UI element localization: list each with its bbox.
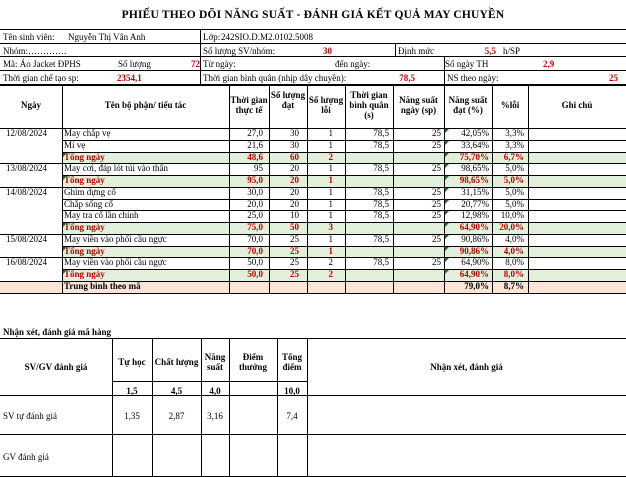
- row-avg-time: 78,5: [373, 163, 389, 174]
- total-label: Tổng ngày: [64, 222, 105, 232]
- row-qty-err: 1: [328, 163, 333, 174]
- cell-comment-marker-icon: [445, 200, 449, 204]
- col-daily-ns-header: Năng suất ngày (sp): [399, 95, 438, 115]
- cell-comment-marker-icon: [445, 247, 449, 251]
- student-value: Nguyễn Thị Vân Anh: [68, 32, 146, 42]
- row-ns-pct: 31,15%: [461, 186, 489, 197]
- total-qty-err: 2: [328, 151, 333, 162]
- code-label: Mã: Áo Jacket ĐPHS: [3, 59, 81, 69]
- total-qty-err: 1: [328, 175, 333, 185]
- row-actual-time: 30,0: [247, 186, 263, 197]
- total-label: Tổng ngày: [64, 175, 105, 185]
- sv-ns-score: 3,16: [207, 411, 223, 421]
- row-date: 12/08/2024: [6, 128, 48, 138]
- cell-comment-marker-icon: [445, 153, 449, 157]
- total-qty-err: 3: [328, 222, 333, 232]
- cell-comment-marker-icon: [445, 258, 449, 262]
- row-part: May tra cổ lần chính: [64, 210, 139, 221]
- average-ns-pct: 79,0%: [464, 280, 489, 291]
- max-ns: 4,0: [209, 386, 221, 396]
- max-total: 10,0: [284, 386, 300, 396]
- row-part: May viền vào phối cầu ngực: [64, 233, 167, 244]
- row-part: Ghim dựng cổ: [64, 186, 116, 197]
- row-qty-err: 1: [328, 139, 333, 150]
- total-actual-time: 48,6: [247, 151, 263, 162]
- average-label: Trung bình theo mã: [64, 280, 141, 291]
- row-err-pct: 5,0%: [505, 163, 524, 174]
- col-note-header: Ghi chú: [561, 100, 593, 110]
- max-quality: 4,5: [170, 386, 183, 396]
- row-daily-ns: 25: [432, 198, 441, 209]
- row-ns-pct: 12,98%: [461, 210, 489, 221]
- total-ns-pct: 98,65%: [459, 175, 489, 185]
- row-qty-ok: 25: [290, 257, 299, 268]
- row-daily-ns: 25: [432, 257, 441, 268]
- days-value: 2,9: [543, 59, 555, 69]
- row-qty-err: 1: [328, 198, 333, 209]
- col-date-header: Ngày: [21, 100, 41, 110]
- total-actual-time: 50,0: [247, 269, 263, 279]
- sv-quality-score: 2,87: [168, 411, 185, 421]
- total-err-pct: 5,0%: [503, 175, 524, 185]
- row-ns-pct: 42,05%: [461, 128, 489, 138]
- total-err-pct: 8,0%: [503, 269, 524, 279]
- row-qty-ok: 25: [290, 233, 299, 244]
- row-qty-err: 1: [328, 233, 333, 244]
- total-label: Tổng ngày: [64, 245, 105, 256]
- class-label: Lớp:: [203, 32, 221, 42]
- row-qty-err: 1: [328, 186, 333, 197]
- cell-comment-marker-icon: [63, 247, 67, 251]
- review-self-header: Tự học: [118, 357, 146, 367]
- total-label: Tổng ngày: [64, 151, 105, 162]
- row-qty-ok: 30: [290, 128, 299, 138]
- review-quality-header: Chất lượng: [154, 357, 199, 367]
- norm-label: Định mức: [398, 46, 435, 56]
- col-part-header: Tên bộ phận/ tiểu tác: [104, 100, 187, 110]
- cell-comment-marker-icon: [445, 211, 449, 215]
- row-avg-time: 78,5: [373, 186, 389, 197]
- norm-value: 5,5: [484, 46, 496, 56]
- cell-comment-marker-icon: [63, 153, 67, 157]
- max-self: 1,5: [126, 386, 138, 396]
- row-daily-ns: 25: [432, 210, 441, 221]
- cell-comment-marker-icon: [445, 164, 449, 168]
- from-label: Từ ngày:: [203, 59, 236, 69]
- col-err-pct-header: %lỗi: [500, 100, 520, 110]
- row-daily-ns: 25: [432, 139, 441, 150]
- row-daily-ns: 25: [432, 186, 441, 197]
- total-ns-pct: 64,90%: [459, 269, 489, 279]
- row-err-pct: 5,0%: [505, 186, 524, 197]
- row-daily-ns: 25: [432, 128, 441, 138]
- row-date: 13/08/2024: [6, 163, 48, 174]
- review-total-header: Tổng điểm: [281, 352, 302, 372]
- time-value: 2354,1: [117, 73, 142, 83]
- row-part: Chắp sống cổ: [64, 198, 113, 209]
- total-ns-pct: 75,70%: [459, 151, 489, 162]
- review-section-title: Nhận xét, đánh giá mã hàng: [3, 327, 112, 337]
- total-err-pct: 6,7%: [503, 151, 524, 162]
- row-qty-ok: 20: [290, 198, 299, 209]
- row-avg-time: 78,5: [373, 128, 389, 138]
- total-qty-ok: 25: [290, 245, 299, 256]
- row-ns-pct: 33,64%: [461, 139, 489, 150]
- row-date: 16/08/2024: [6, 257, 48, 268]
- cell-comment-marker-icon: [445, 235, 449, 239]
- total-ns-pct: 64,90%: [459, 222, 489, 232]
- row-qty-ok: 30: [290, 139, 299, 150]
- row-ns-pct: 20,77%: [461, 198, 489, 209]
- row-part: May chắp vẹ: [64, 128, 111, 138]
- row-avg-time: 78,5: [373, 257, 389, 268]
- average-err-pct: 8,7%: [503, 280, 524, 291]
- avg-time-label: Thời gian bình quân (nhịp dây chuyền):: [203, 73, 347, 83]
- cell-comment-marker-icon: [63, 270, 67, 274]
- total-err-pct: 4,0%: [503, 245, 524, 256]
- sv-self-score: 1,35: [124, 411, 140, 421]
- row-qty-err: 2: [328, 257, 333, 268]
- total-qty-err: 2: [328, 269, 333, 279]
- row-qty-ok: 20: [290, 163, 299, 174]
- qty-label: Số lượng: [118, 59, 151, 69]
- row-part: May cơi, đáp lót túi vào thân: [64, 163, 168, 174]
- total-actual-time: 70,0: [247, 245, 263, 256]
- row-avg-time: 78,5: [373, 198, 389, 209]
- row-err-pct: 3,3%: [505, 128, 524, 138]
- row-actual-time: 95: [254, 163, 263, 174]
- row-part: Mí vẹ: [64, 139, 86, 150]
- col-qty-err-header: Số lượng lỗi: [308, 95, 344, 115]
- row-actual-time: 27,0: [247, 128, 263, 138]
- cell-comment-marker-icon: [445, 270, 449, 274]
- row-date: 14/08/2024: [6, 186, 48, 197]
- row-err-pct: 8,0%: [505, 257, 524, 268]
- cell-comment-marker-icon: [63, 176, 67, 180]
- review-bonus-header: Điểm thưởng: [239, 352, 267, 372]
- total-ns-pct: 90,86%: [459, 245, 489, 256]
- review-role-header: SV/GV đánh giá: [24, 362, 88, 372]
- row-qty-ok: 20: [290, 186, 299, 197]
- student-label: Tên sinh viên:: [3, 32, 55, 42]
- total-label: Tổng ngày: [64, 269, 105, 279]
- row-ns-pct: 98,65%: [461, 163, 489, 174]
- row-actual-time: 20,0: [247, 198, 263, 209]
- row-err-pct: 3,3%: [505, 139, 524, 150]
- row-part: May viền vào phối cầu ngực: [64, 257, 167, 268]
- col-avg-time-header: Thời gian bình quân (s): [349, 90, 389, 120]
- row-avg-time: 78,5: [373, 139, 389, 150]
- sheet-title: PHIẾU THEO DÕI NĂNG SUẤT - ĐÁNH GIÁ KẾT QUẢ MAY CHUYỀN: [121, 9, 505, 21]
- row-avg-time: 78,5: [373, 210, 389, 221]
- class-value: 242SIO.D.M2.0102.5008: [221, 32, 314, 42]
- total-qty-ok: 25: [290, 269, 299, 279]
- cell-comment-marker-icon: [445, 223, 449, 227]
- total-qty-err: 1: [328, 245, 333, 256]
- sv-total-score: 7,4: [286, 411, 298, 421]
- total-actual-time: 95,0: [247, 175, 263, 185]
- row-date: 15/08/2024: [6, 233, 48, 244]
- row-actual-time: 70,0: [247, 233, 263, 244]
- ns-value: 25: [609, 73, 618, 83]
- col-qty-ok-header: Số lượng đạt: [270, 90, 306, 110]
- row-err-pct: 5,0%: [505, 198, 524, 209]
- row-qty-err: 1: [328, 128, 333, 138]
- row-err-pct: 10,0%: [500, 210, 524, 221]
- total-qty-ok: 60: [290, 151, 299, 162]
- row-daily-ns: 25: [432, 163, 441, 174]
- row-actual-time: 21,6: [247, 139, 263, 150]
- num-students-label: Số lượng SV/nhóm:: [203, 46, 276, 56]
- col-ns-pct-header: Năng suất đạt (%): [448, 95, 488, 115]
- num-students-value: 30: [323, 46, 332, 56]
- total-actual-time: 75,0: [247, 222, 263, 232]
- gv-eval-label: GV đánh giá: [3, 452, 49, 462]
- row-daily-ns: 25: [432, 233, 441, 244]
- sv-eval-label: SV tự đánh giá: [3, 411, 57, 421]
- col-actual-time-header: Thời gian thực tế: [230, 95, 268, 115]
- review-ns-header: Năng suất: [204, 352, 226, 372]
- total-qty-ok: 50: [290, 222, 299, 232]
- cell-comment-marker-icon: [445, 141, 449, 145]
- review-comment-header: Nhận xét, đánh giá: [430, 362, 503, 372]
- row-qty-err: 1: [328, 210, 333, 221]
- row-ns-pct: 90,86%: [461, 233, 489, 244]
- time-label: Thời gian chế tạo sp:: [3, 73, 79, 83]
- group-label: Nhóm:………….: [3, 46, 67, 56]
- row-avg-time: 78,5: [373, 233, 389, 244]
- to-label: đến ngày:: [335, 59, 371, 69]
- days-label: Số ngày TH: [445, 59, 489, 69]
- row-err-pct: 4,0%: [505, 233, 524, 244]
- cell-comment-marker-icon: [445, 129, 449, 133]
- total-qty-ok: 20: [290, 175, 299, 185]
- row-actual-time: 25,0: [247, 210, 263, 221]
- ns-label: NS theo ngày:: [447, 73, 499, 83]
- cell-comment-marker-icon: [445, 188, 449, 192]
- avg-time-value: 78,5: [399, 73, 415, 83]
- row-actual-time: 50,0: [247, 257, 263, 268]
- norm-unit: h/SP: [503, 46, 521, 56]
- row-qty-ok: 10: [290, 210, 299, 221]
- row-ns-pct: 64,90%: [461, 257, 489, 268]
- cell-comment-marker-icon: [63, 223, 67, 227]
- total-err-pct: 20,0%: [499, 222, 524, 232]
- cell-comment-marker-icon: [445, 176, 449, 180]
- qty-value: 72: [191, 59, 200, 69]
